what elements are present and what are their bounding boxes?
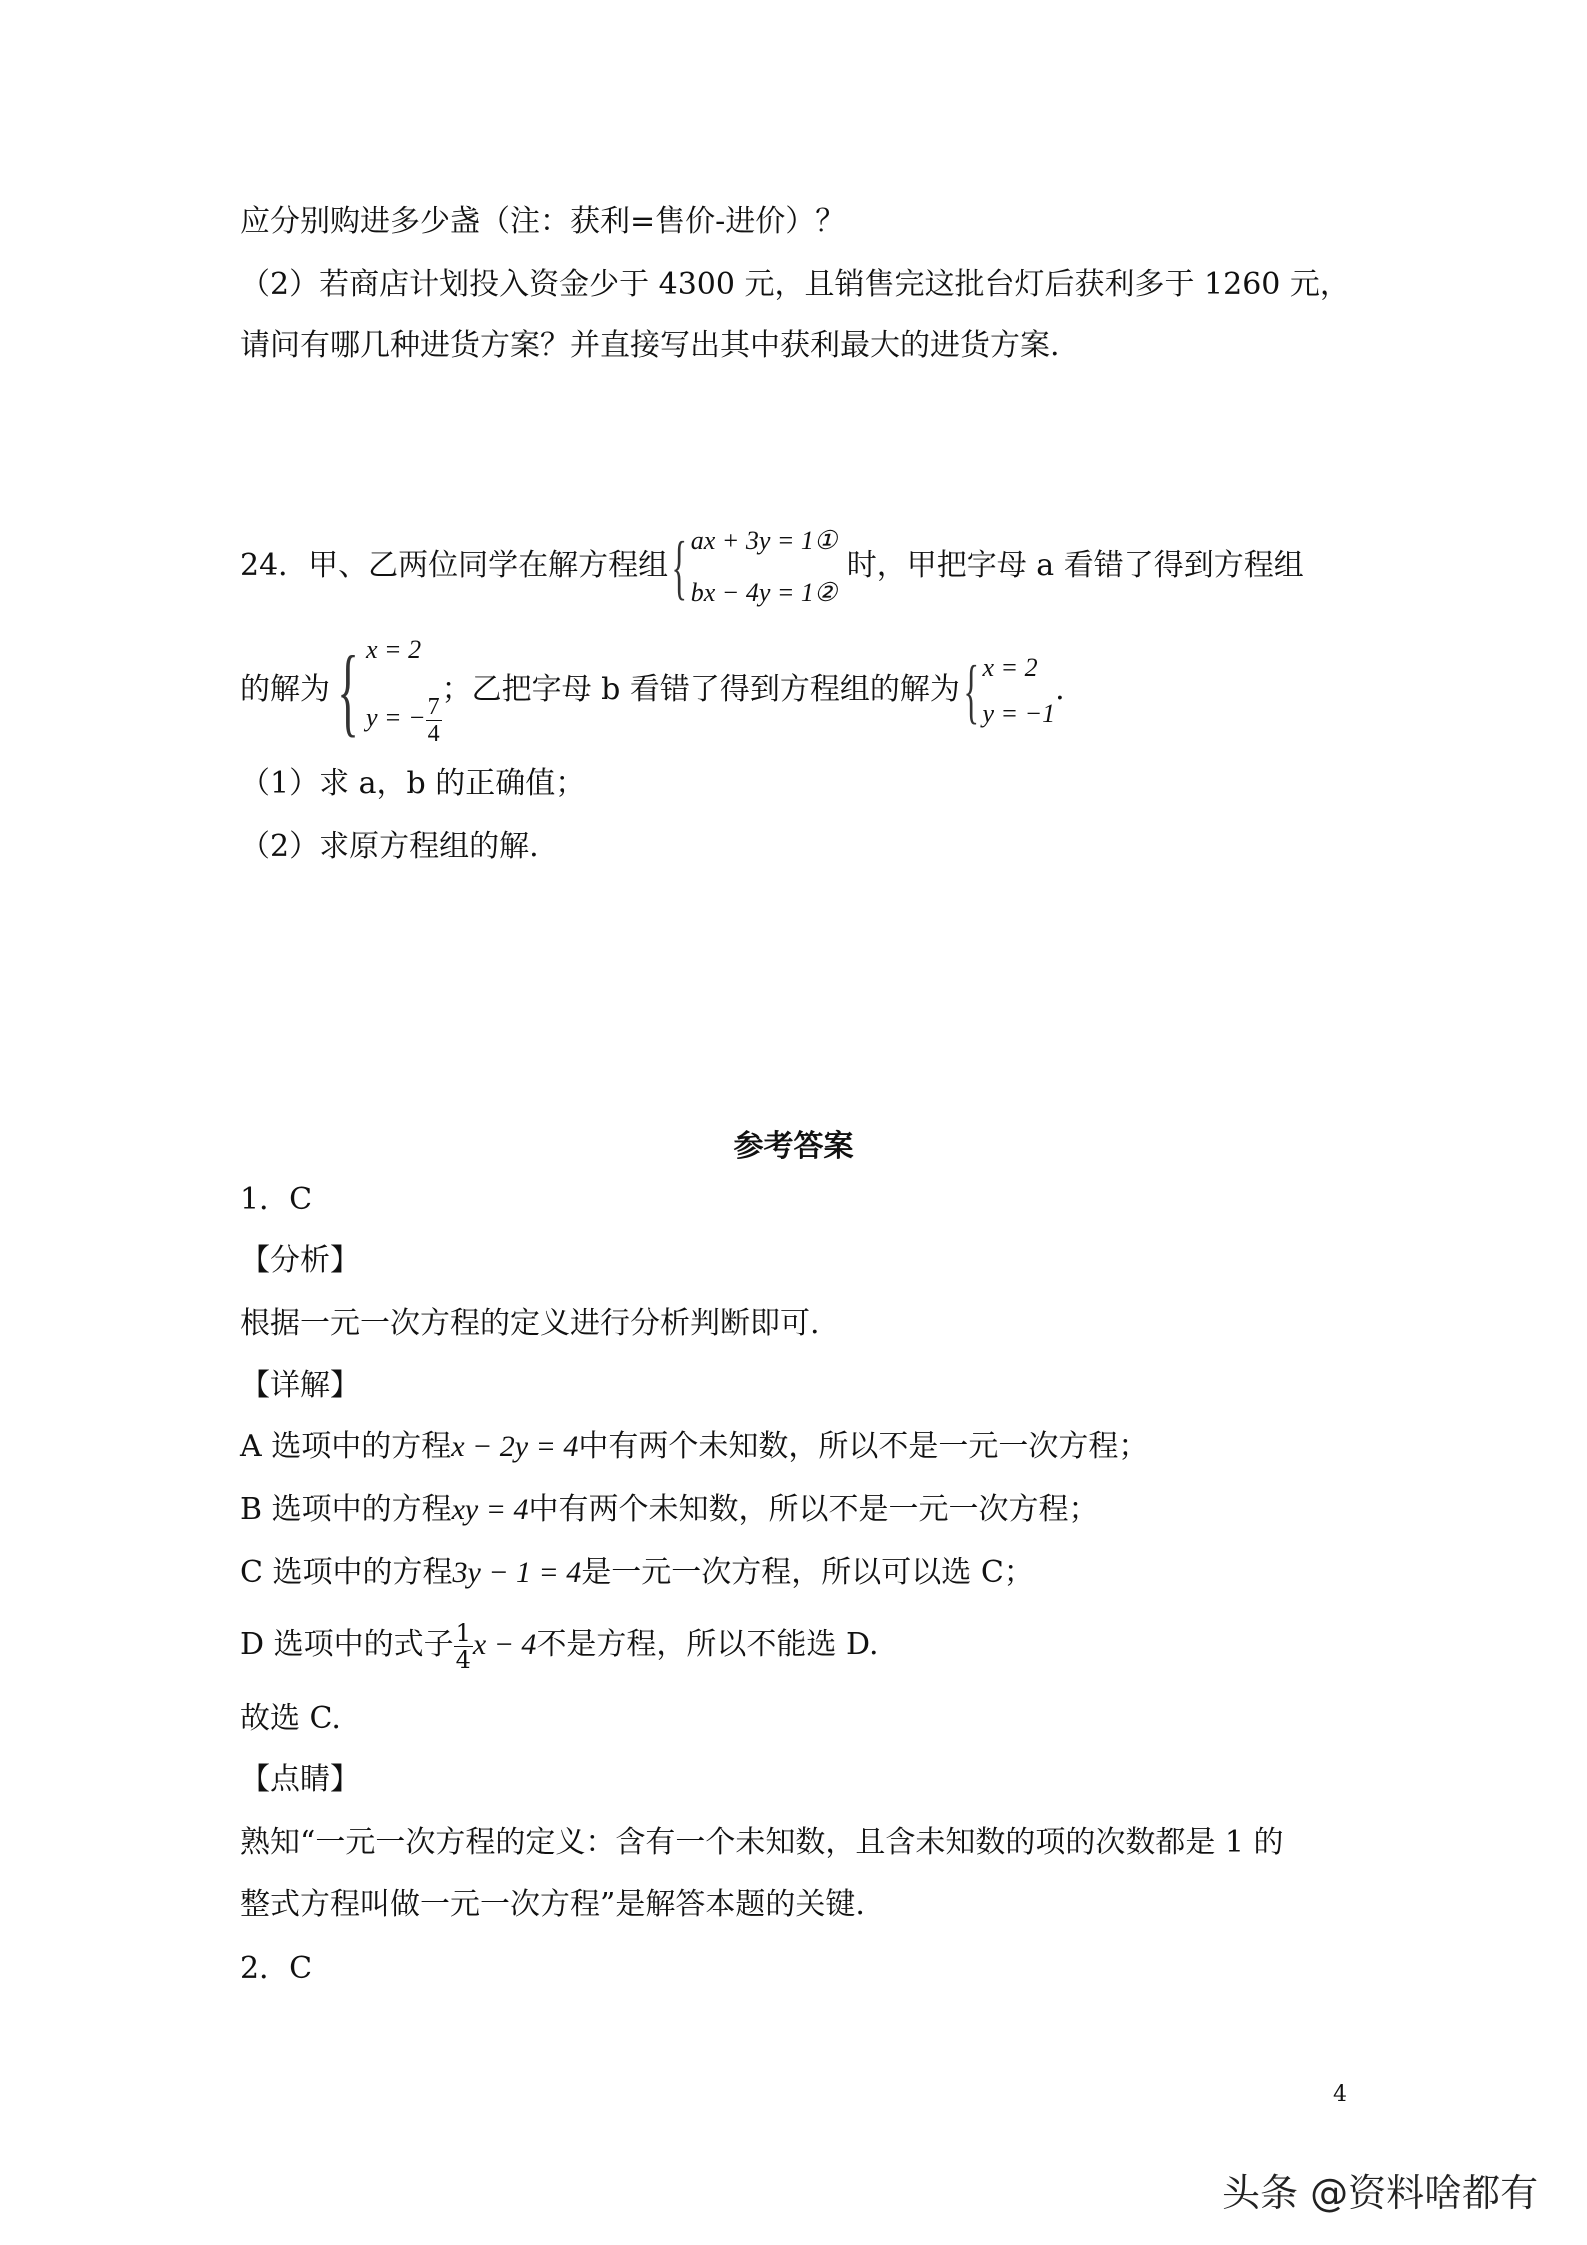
answers-title: 参考答案 [733,1129,854,1164]
sol2-y: y = −1 [982,699,1056,728]
math: x − 2y = 4 [451,1430,579,1463]
math: 3y − 1 = 4 [452,1556,582,1589]
question-24-line1 [240,520,1304,612]
text: 中有两个未知数，所以不是一元一次方程； [578,1429,1149,1464]
q24-prefix: 24．甲、乙两位同学在解方程组 [240,548,669,583]
text: . [1055,672,1065,707]
sub-question-1: （1）求 a，b 的正确值； [240,766,586,801]
page-number: 4 [1333,2082,1347,2107]
text: C 选项中的方程 [240,1555,453,1590]
tip-text: 熟知“一元一次方程的定义：含有一个未知数，且含未知数的项的次数都是 1 的 [240,1825,1284,1860]
solution-system-1: { x = 2 y = − $\frac{7}{4}$ [337,635,440,747]
sub-question-2: （2）求原方程组的解. [240,829,539,864]
sol1-y [366,690,442,747]
q24-suffix: 时，甲把字母 a 看错了得到方程组 [837,548,1304,583]
equation-1: ax + 3y = 1① [690,526,838,555]
sol1-y-text: y = − [366,703,426,733]
text-line: 请问有哪几种进货方案？并直接写出其中获利最大的进货方案. [240,328,1060,363]
text-line: （2）若商店计划投入资金少于 4300 元，且销售完这批台灯后获利多于 1260 元， [240,267,1350,302]
choose-text: 故选 C. [240,1701,341,1736]
option-d-line [240,1610,879,1680]
sol1-x: x = 2 [366,635,422,664]
fraction [426,694,442,747]
equation-system: { ax + 3y = 1① bx − 4y = 1② [671,526,838,607]
text: A 选项中的方程 [240,1429,452,1464]
tip-text: 整式方程叫做一元一次方程”是解答本题的关键. [240,1887,865,1922]
option-a-line [240,1427,1148,1467]
answer-1: 1．C [240,1182,313,1217]
watermark: 头条 @资料啥都有 [1222,2171,1539,2215]
math: x − 4 [472,1628,537,1661]
question-24-line2 [240,630,1065,750]
numerator: 7 [427,694,440,720]
analysis-text: 根据一元一次方程的定义进行分析判断即可. [240,1306,820,1341]
numerator: 1 [455,1618,471,1647]
sol2-x: x = 2 [982,653,1038,682]
fraction [454,1620,473,1673]
denominator: 4 [455,1645,471,1674]
text: ；乙把字母 b 看错了得到方程组的解为 [441,672,960,707]
text: B 选项中的方程 [240,1492,452,1527]
solution-system-2: { x = 2 y = −1 [963,651,1056,731]
equation-2: bx − 4y = 1② [690,578,838,607]
detail-heading: 【详解】 [240,1368,360,1403]
text: 是一元一次方程，所以可以选 C； [581,1555,1034,1590]
answer-2: 2．C [240,1951,313,1986]
text-line: 应分别购进多少盏（注：获利=售价-进价）？ [240,204,846,239]
text: 的解为 [240,672,330,707]
analysis-heading: 【分析】 [240,1243,360,1278]
denominator: 4 [427,721,440,747]
tip-heading: 【点睛】 [240,1762,360,1797]
text: 中有两个未知数，所以不是一元一次方程； [528,1492,1099,1527]
option-b-line [240,1490,1098,1530]
math: xy = 4 [451,1493,529,1526]
text: 不是方程，所以不能选 D. [536,1627,879,1662]
option-c-line [240,1553,1034,1593]
text: D 选项中的式子 [240,1627,454,1662]
